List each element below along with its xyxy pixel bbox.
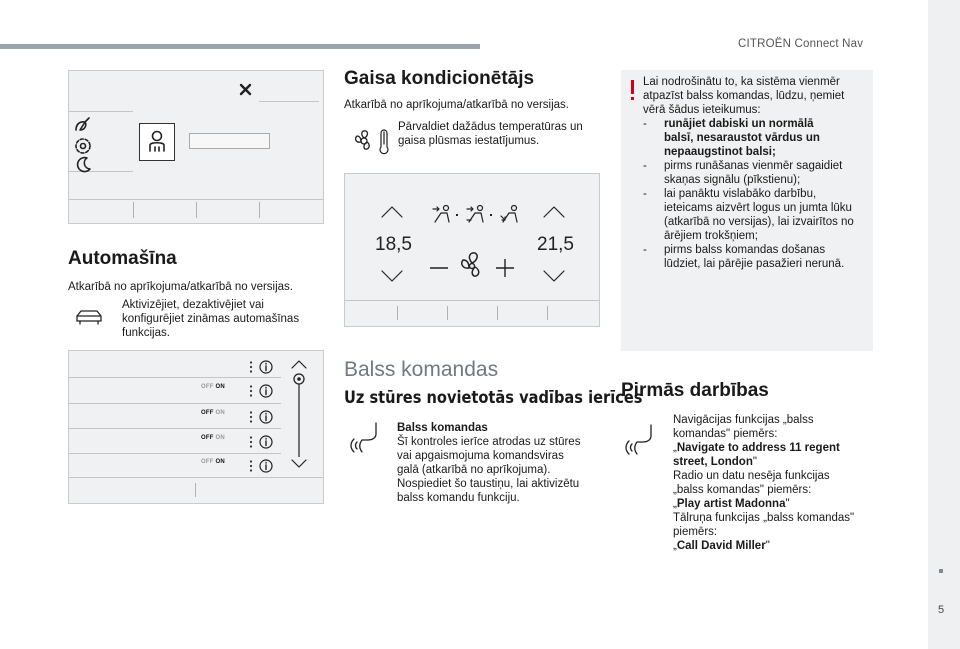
toggle-4-off: OFF [201,459,214,465]
note-item-3 [643,187,871,243]
note-dash: - [643,244,647,256]
menu-dots-icon [249,460,253,472]
voice-example-phone: Call David Miller [676,540,766,552]
close-icon [240,84,252,96]
header-bar [0,44,480,49]
quote-close: " [752,456,757,468]
note-item-2 [643,159,871,187]
balss-desc-line-2: vai apgaismojuma komandsviras [397,450,564,462]
quote-open: „ [673,498,677,510]
note-dash: - [643,118,647,130]
gaisa-desc-line-2: gaisa plūsmas iestatījumus. [398,135,540,147]
note-item-2-line-1: pirms runāšanas vienmēr sagaidiet [664,160,843,172]
toggle-4-on: ON [215,459,225,465]
pirmas-line-8 [673,511,883,525]
paint-icon [74,116,92,134]
recommendations-note [621,70,873,351]
automasina-title: Automašīna [68,248,177,269]
balss-title: Balss komandas [344,358,499,381]
vehicle-screen-image [68,70,324,224]
note-dash: - [643,160,647,172]
balss-bold-title: Balss komandas [397,422,488,434]
pirmas-line-5 [673,469,883,483]
pirmas-line-1 [673,413,883,427]
info-icon [259,384,273,398]
note-dash: - [643,188,647,200]
voice-example-radio: Play artist Madonna [676,498,786,510]
note-intro-line-2: atpazīst balss komandas, lūdzu, ņemiet [643,90,845,102]
menu-dots-icon [249,436,253,448]
person-icon [147,130,167,152]
balss-desc-line-4: Nospiediet šo taustiņu, lai aktivizētu [397,478,580,490]
moon-icon [75,156,93,174]
input-bar [189,133,270,149]
temp-right-down-icon[interactable] [543,270,565,282]
pirmas-line-4 [673,455,883,469]
scroll-up-icon[interactable] [291,359,307,369]
menu-dots-icon [249,361,253,373]
fan-increase-icon[interactable] [495,258,515,278]
climate-screen [344,173,600,327]
quote-close: " [785,498,790,510]
info-icon [259,435,273,449]
pirmas-line-9 [673,525,883,539]
automasina-desc-line-2: konfigurējiet zināmas automašīnas [122,313,300,325]
toggle-3[interactable] [201,435,225,441]
warning-icon-dot [631,97,634,100]
note-item-3-line-4: ārējiem trokšņiem; [664,230,758,242]
pirmas-line-1-text: Navigācijas funkcijas „balss [673,414,814,426]
temp-left-up-icon[interactable] [381,206,403,218]
balss-desc-line-3: galā (atkarībā no aprīkojuma). [397,464,551,476]
page-number: 5 [938,604,945,616]
note-item-3-line-3: (atkarībā no versijas), lai izvairītos no [664,216,854,228]
balss-desc-line-1: Šī kontroles ierīce atrodas uz stūres [397,436,581,448]
pirmas-line-5-text: Radio un datu nesēja funkcijas [673,470,830,482]
quote-close: " [765,540,770,552]
scrollbar[interactable] [291,373,307,459]
automasina-desc-line-1: Aktivizējiet, dezaktivējiet vai [122,299,264,311]
note-item-2-line-2: skaņas signālu (pīkstienu); [664,174,801,186]
toggle-2-on: ON [215,410,225,416]
note-item-1 [643,117,871,159]
brand-label: CITROËN Connect Nav [738,38,864,50]
airflow-feet-icon[interactable] [499,204,521,224]
side-strip [928,0,960,649]
toggle-3-on: ON [215,435,225,441]
pirmas-line-6 [673,483,883,497]
voice-example-navigation: Navigate to address 11 regent [676,442,840,454]
note-item-3-line-1: lai panāktu vislabāko darbību, [664,188,817,200]
fan-icon [457,251,487,281]
quote-open: „ [673,442,677,454]
note-intro-line-3: vērā šādus ieteikumus: [643,104,761,116]
menu-dots-icon [249,385,253,397]
toggle-4[interactable] [201,459,225,465]
car-icon [74,308,104,326]
pirmas-line-3 [673,441,883,455]
toggle-2[interactable] [201,410,225,416]
pirmas-line-6-text: „balss komandas" piemērs: [673,484,812,496]
toggle-1-off: OFF [201,384,214,390]
note-intro-line-1: Lai nodrošinātu to, ka sistēma vienmēr [643,76,840,88]
fan-decrease-icon[interactable] [429,266,449,270]
note-item-1-line-2: balsī, nesaraustot vārdus un [664,132,820,144]
info-icon [259,360,273,374]
airflow-face-feet-icon[interactable] [465,204,487,224]
pirmas-line-2-text: komandas" piemērs: [673,428,778,440]
steering-voice-button-icon [350,420,384,454]
note-item-1-line-3: nepaaugstinot balsi; [664,146,776,158]
info-icon [259,459,273,473]
pirmas-line-8-text: Tālruņa funkcijas „balss komandas" [673,512,855,524]
toggle-1-on: ON [215,384,225,390]
pirmas-line-9-text: piemērs: [673,526,718,538]
quote-open: „ [673,540,677,552]
settings-icon [74,137,92,155]
toggle-3-off: OFF [201,435,214,441]
toggle-2-off: OFF [201,410,214,416]
voice-example-navigation-cont: street, London [673,456,753,468]
pirmas-line-10 [673,539,883,553]
continue-marker [939,569,943,573]
warning-icon [631,80,634,94]
automasina-desc-line-3: funkcijas. [122,327,170,339]
info-icon [259,410,273,424]
note-item-3-line-2: ieteicams aizvērt logus un jumta lūku [664,202,852,214]
scroll-down-icon[interactable] [291,459,307,469]
temp-right-up-icon[interactable] [543,206,565,218]
airflow-face-icon[interactable] [431,204,453,224]
fan-temperature-icon [352,128,392,154]
temp-left: 18,5 [375,234,412,255]
note-item-1-line-1: runājiet dabiski un normālā [664,118,814,130]
note-item-4-line-1: pirms balss komandas došanas [664,244,826,256]
gaisa-desc-line-1: Pārvaldiet dažādus temperatūras un [398,121,583,133]
pirmas-line-7 [673,497,883,511]
balss-subtitle: Uz stūres novietotās vadības ierīces [344,388,643,408]
balss-desc-line-5: balss komandu funkciju. [397,492,520,504]
steering-voice-button-icon [625,422,659,456]
automasina-intro: Atkarībā no aprīkojuma/atkarībā no versijas. [68,281,294,293]
vehicle-functions-screen [68,350,324,504]
temp-right: 21,5 [537,234,574,255]
note-item-4-line-2: lūdziet, lai pārējie pasažieri nerunā. [664,258,845,270]
temp-left-down-icon[interactable] [381,270,403,282]
menu-dots-icon [249,411,253,423]
gaisa-intro: Atkarībā no aprīkojuma/atkarībā no versijas. [344,99,570,111]
note-item-4 [643,243,871,271]
pirmas-title: Pirmās darbības [621,380,769,401]
pirmas-line-2 [673,427,883,441]
toggle-1[interactable] [201,384,225,390]
gaisa-title: Gaisa kondicionētājs [344,68,535,89]
